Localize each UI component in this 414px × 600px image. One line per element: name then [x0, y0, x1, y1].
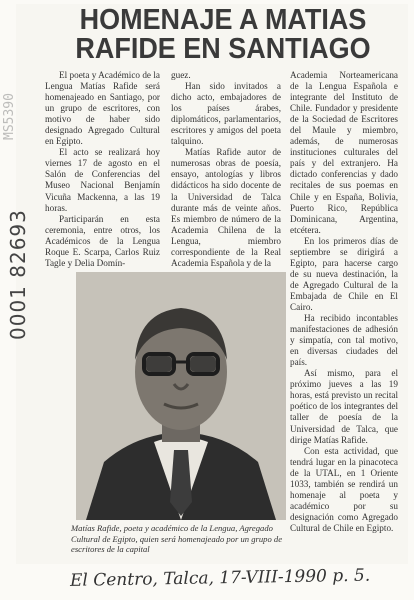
paragraph-continuation: Academia Norteamericana de la Lengua Española e integrante del Instituto de Chile. Fundador y presidente de la Sociedad de Escritores del Maule y miembro, además, de numerosas instituciones culturales del país y del extranjero. Ha dictado conferencias y dado recitales de sus poemas en Chile y en España, Bolivia, Puerto Rico, República Dominicana, Argentina, etcétera. [290, 70, 398, 235]
document-id: 0001 82693 [6, 209, 30, 340]
column-3 [290, 70, 398, 560]
paragraph: Han sido invitados a dicho acto, embajadores de los países árabes, diplomáticos, parlamentarios, escritores y amigos del poeta talquino. [171, 81, 281, 147]
paragraph: Así mismo, para el próximo jueves a las 19 horas, está previsto un recital poético de los integrantes del taller de poesía de la Universidad de Talca, que dirige Matías Rafide. [290, 368, 398, 445]
paragraph: Con esta actividad, que tendrá lugar en la pinacoteca de la UTAL, en 1 Oriente 1033, también se rendirá un homenaje al poeta y académico por su designación como Agregado Cultural de Chile en Egipto. [290, 445, 398, 533]
headline [70, 6, 377, 64]
portrait-illustration [76, 272, 286, 520]
paragraph: Participarán en esta ceremonia, entre otros, los Académicos de la Lengua Roque E. Scarpa, Carlos Ruiz Tagle y Delia Domín- [45, 213, 160, 268]
column-1 [45, 70, 160, 269]
headline-line-1: HOMENAJE A MATIAS [79, 4, 367, 36]
paragraph: El poeta y Académico de la Lengua Matías Rafide será homenajeado en Santiago, por un grupo de escritores, con motivo de haber sido designado Agregado Cultural en Egipto. [45, 70, 160, 147]
paragraph-continuation: guez. [171, 70, 191, 80]
paragraph: El acto se realizará hoy viernes 17 de agosto en el Salón de Conferencias del Museo Nacional Benjamín Vicuña Mackenna, a las 19 horas. [45, 147, 160, 213]
paragraph: Ha recibido incontables manifestaciones de adhesión y simpatía, con tal motivo, en diversas ciudades del país. [290, 313, 398, 368]
marginal-stamp: MS5390 [2, 93, 17, 140]
paragraph: En los primeros días de septiembre se dirigirá a Egipto, para hacerse cargo de su nueva destinación, la de Agregado Cultural de la Embajada de Chile en El Cairo. [290, 235, 398, 312]
portrait-photo [76, 272, 286, 520]
handwritten-source-note: El Centro, Talca, 17-VIII-1990 p. 5. [69, 565, 371, 591]
column-2 [171, 70, 281, 269]
photo-caption: Matías Rafide, poeta y académico de la Lengua, Agregado Cultural de Egipto, quien será homenajeado por un grupo de escritores de la capital [71, 523, 283, 554]
headline-line-2: RAFIDE EN SANTIAGO [75, 33, 371, 65]
paragraph: Matías Rafide autor de numerosas obras de poesía, ensayo, antologías y libros didácticos ha sido docente de la Universidad de Talca durante más de veinte años. Es miembro de número de la Academia Chilena de la Lengua, miembro correspondiente de la Real Academia Española y de la [171, 147, 281, 268]
